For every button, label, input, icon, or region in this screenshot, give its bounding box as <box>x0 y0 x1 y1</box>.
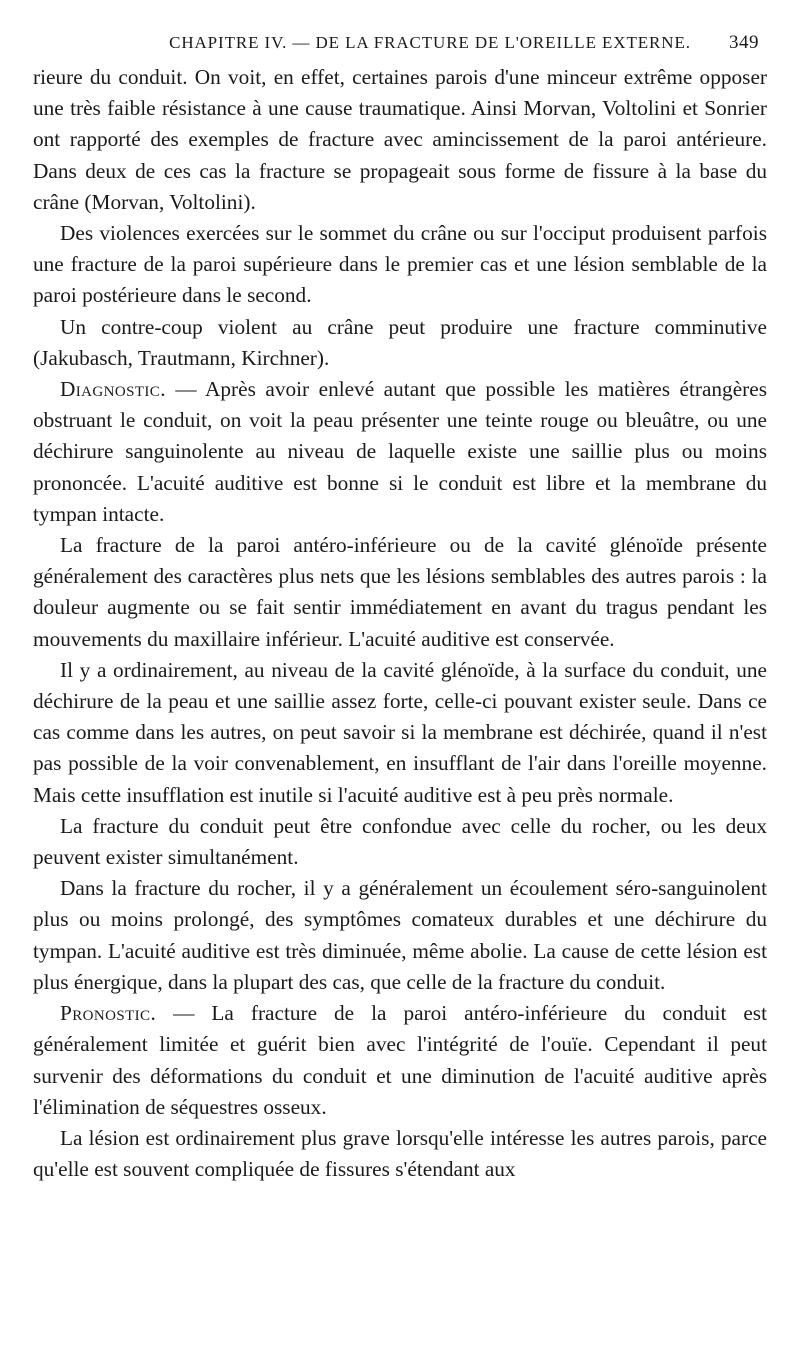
paragraph-text: rieure du conduit. On voit, en effet, certaines parois d'une minceur extrême opposer une très faible résistance à une cause traumatique. Ainsi Morvan, Voltolini et Sonrier ont rapporté des exemples de fracture avec amincissement de la paroi antérieure. Dans deux de ces cas la fracture se propageait sous forme de fissure à la base du crâne (Morvan, Voltolini). <box>33 65 767 214</box>
body-text <box>33 62 767 1185</box>
paragraph-text: Un contre-coup violent au crâne peut produire une fracture comminutive (Jakubasch, Trautmann, Kirchner). <box>33 314 767 370</box>
paragraph <box>33 312 767 374</box>
paragraph <box>33 998 767 1123</box>
paragraph <box>33 655 767 811</box>
paragraph <box>33 873 767 998</box>
section-heading-pronostic: Pronostic. <box>60 1001 157 1026</box>
page-number: 349 <box>729 32 759 53</box>
paragraph <box>33 62 767 218</box>
paragraph-text: — La fracture de la paroi antéro-inférieure du conduit est généralement limitée et guérit bien avec l'intégrité de l'ouïe. Cependant il peut survenir des déformations du conduit et une diminution de l'acuité auditive après l'élimination de séquestres osseux. <box>33 1001 767 1119</box>
chapter-title: CHAPITRE IV. — DE LA FRACTURE DE L'OREILLE EXTERNE. <box>169 33 691 52</box>
running-head <box>33 28 767 62</box>
paragraph-text: La fracture de la paroi antéro-inférieure ou de la cavité glénoïde présente généralement des caractères plus nets que les lésions semblables des autres parois : la douleur augmente ou se fait sentir immédiatement en avant du tragus pendant les mouvements du maxillaire inférieur. L'acuité auditive est conservée. <box>33 533 767 651</box>
paragraph-text: — Après avoir enlevé autant que possible les matières étrangères obstruant le conduit, on voit la peau présenter une teinte rouge ou bleuâtre, ou une déchirure sanguinolente au niveau de laquelle existe une saillie plus ou moins prononcée. L'acuité auditive est bonne si le conduit est libre et la membrane du tympan intacte. <box>33 377 767 526</box>
paragraph-text: Des violences exercées sur le sommet du crâne ou sur l'occiput produisent parfois une fracture de la paroi supérieure dans le premier cas et une lésion semblable de la paroi postérieure dans le second. <box>33 221 767 308</box>
paragraph-text: Dans la fracture du rocher, il y a généralement un écoulement séro-sanguinolent plus ou moins prolongé, des symptômes comateux durables et une déchirure du tympan. L'acuité auditive est très diminuée, même abolie. La cause de cette lésion est plus énergique, dans la plupart des cas, que celle de la fracture du conduit. <box>33 876 767 994</box>
paragraph-text: La fracture du conduit peut être confondue avec celle du rocher, ou les deux peuvent exister simultanément. <box>33 813 767 870</box>
paragraph-text: La lésion est ordinairement plus grave lorsqu'elle intéresse les autres parois, parce qu'elle est souvent compliquée de fissures s'étendant aux <box>33 1125 767 1182</box>
paragraph <box>33 811 767 873</box>
paragraph-text: Il y a ordinairement, au niveau de la cavité glénoïde, à la surface du conduit, une déchirure de la peau et une saillie assez forte, celle-ci pouvant exister seule. Dans ce cas comme dans les autres, on peut savoir si la membrane est déchirée, quand il n'est pas possible de la voir convenablement, en insufflant de l'air dans l'oreille moyenne. Mais cette insufflation est inutile si l'acuité auditive est à peu près normale. <box>33 657 767 807</box>
paragraph <box>33 374 767 530</box>
paragraph <box>33 218 767 312</box>
section-heading-diagnostic: Diagnostic. <box>60 377 166 402</box>
paragraph <box>33 530 767 655</box>
paragraph <box>33 1123 767 1185</box>
